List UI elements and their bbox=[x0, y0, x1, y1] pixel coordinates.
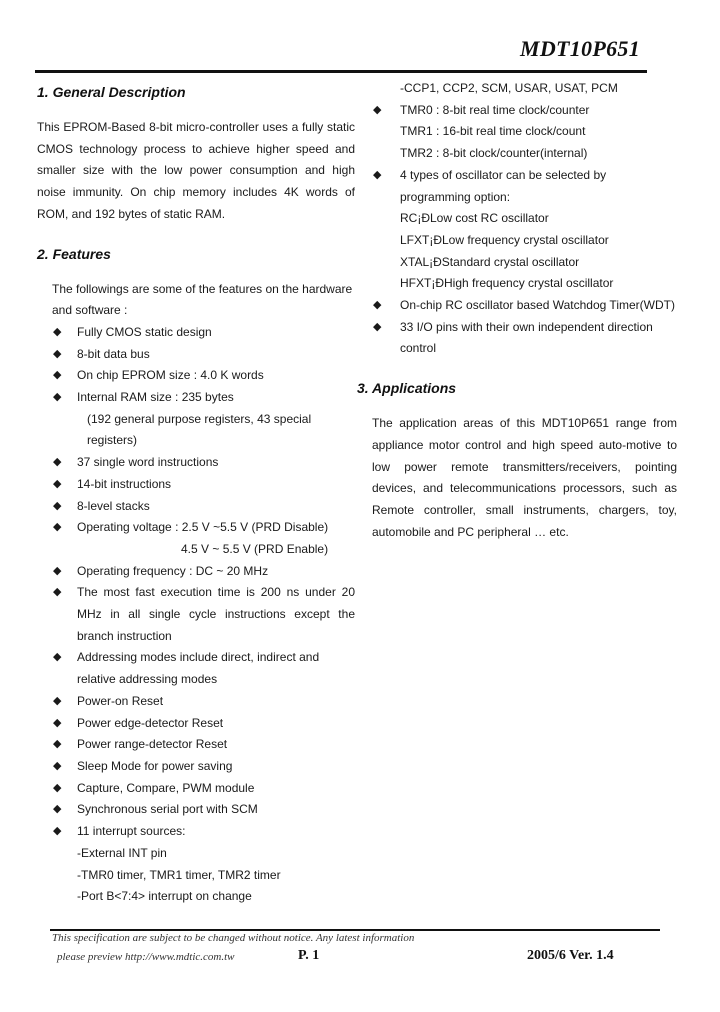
irq-source: -Port B<7:4> interrupt on change bbox=[77, 889, 252, 904]
list-item: ◆ 14-bit instructions bbox=[37, 474, 355, 496]
diamond-bullet-icon: ◆ bbox=[373, 299, 382, 312]
diamond-bullet-icon: ◆ bbox=[53, 477, 62, 490]
features-list-continued bbox=[357, 100, 677, 360]
right-column bbox=[357, 78, 677, 543]
document-title: MDT10P651 bbox=[519, 36, 640, 61]
timer-line: TMR2 : 8-bit clock/counter(internal) bbox=[400, 146, 588, 161]
diamond-bullet-icon: ◆ bbox=[53, 825, 62, 838]
diamond-bullet-icon: ◆ bbox=[53, 456, 62, 469]
general-description-text: This EPROM-Based 8-bit micro-controller uses a fully static CMOS technology process to achieve higher speed and smaller size with the low power consumption and high noise immunity. On chip memory includes 4K words of ROM, and 192 bytes of static RAM. bbox=[37, 120, 355, 221]
applications-text: The application areas of this MDT10P651 range from appliance motor control and high speed auto-motive to low power remote transmitters/receivers, pointing devices, and telecommunications processors, such as Remote controller, small instruments, chargers, toy, automobile and PC peripheral … etc. bbox=[372, 416, 677, 539]
list-item: ◆ Power edge-detector Reset bbox=[37, 713, 355, 735]
list-item: ◆ 33 I/O pins with their own independent direction control bbox=[357, 317, 677, 360]
diamond-bullet-icon: ◆ bbox=[53, 716, 62, 729]
irq-source: -External INT pin bbox=[77, 845, 167, 860]
list-item: ◆ Operating voltage : 2.5 V ~5.5 V (PRD Disable) 4.5 V ~ 5.5 V (PRD Enable) bbox=[37, 517, 355, 560]
list-item: ◆ Power range-detector Reset bbox=[37, 734, 355, 756]
diamond-bullet-icon: ◆ bbox=[373, 168, 382, 181]
diamond-bullet-icon: ◆ bbox=[373, 320, 382, 333]
diamond-bullet-icon: ◆ bbox=[53, 738, 62, 751]
list-item: ◆ Sleep Mode for power saving bbox=[37, 756, 355, 778]
footer-rule bbox=[50, 929, 660, 931]
list-item: ◆ The most fast execution time is 200 ns under 20 MHz in all single cycle instructions except the branch instruction bbox=[37, 582, 355, 647]
list-item: ◆ 37 single word instructions bbox=[37, 452, 355, 474]
irq-source: -CCP1, CCP2, SCM, USAR, USAT, PCM bbox=[400, 81, 618, 95]
list-item: ◆ Capture, Compare, PWM module bbox=[37, 778, 355, 800]
oscillator-option: XTAL¡ÐStandard crystal oscillator bbox=[400, 254, 580, 269]
section-heading-applications: 3. Applications bbox=[357, 380, 457, 397]
list-item: ◆ On-chip RC oscillator based Watchdog Timer(WDT) bbox=[357, 295, 677, 317]
list-item: ◆ 8-level stacks bbox=[37, 496, 355, 518]
features-intro: The followings are some of the features on the hardware and software : bbox=[52, 281, 353, 318]
list-item: ◆ On chip EPROM size : 4.0 K words bbox=[37, 365, 355, 387]
list-item: ◆ Addressing modes include direct, indirect and relative addressing modes bbox=[37, 647, 355, 690]
diamond-bullet-icon: ◆ bbox=[53, 564, 62, 577]
list-item: ◆ TMR0 : 8-bit real time clock/counter TMR1 : 16-bit real time clock/count TMR2 : 8-bit clock/counter(internal) bbox=[357, 100, 677, 165]
list-item: ◆ Synchronous serial port with SCM bbox=[37, 799, 355, 821]
section-heading-general: 1. General Description bbox=[37, 84, 186, 100]
version-label: 2005/6 Ver. 1.4 bbox=[527, 948, 614, 963]
diamond-bullet-icon: ◆ bbox=[373, 103, 382, 116]
oscillator-option: RC¡ÐLow cost RC oscillator bbox=[400, 211, 549, 226]
page-number: P. 1 bbox=[298, 948, 320, 963]
left-column bbox=[37, 78, 355, 908]
footer-notice: This specification are subject to be changed without notice. Any latest information bbox=[52, 932, 415, 944]
diamond-bullet-icon: ◆ bbox=[53, 586, 62, 599]
footer-url: please preview http://www.mdtic.com.tw bbox=[57, 951, 235, 963]
diamond-bullet-icon: ◆ bbox=[53, 391, 62, 404]
diamond-bullet-icon: ◆ bbox=[53, 369, 62, 382]
diamond-bullet-icon: ◆ bbox=[53, 781, 62, 794]
voltage-subnote: 4.5 V ~ 5.5 V (PRD Enable) bbox=[181, 541, 329, 556]
list-item: ◆ 4 types of oscillator can be selected by programming option: RC¡ÐLow cost RC oscillator LFXT¡ÐLow frequency crystal oscillator XTAL¡ÐStandard crystal oscillator HFXT¡ÐHigh frequency crystal oscillator bbox=[357, 165, 677, 295]
list-item: ◆ Operating frequency : DC ~ 20 MHz bbox=[37, 561, 355, 583]
diamond-bullet-icon: ◆ bbox=[53, 803, 62, 816]
list-item: ◆ 8-bit data bus bbox=[37, 344, 355, 366]
oscillator-option: LFXT¡ÐLow frequency crystal oscillator bbox=[400, 232, 609, 247]
diamond-bullet-icon: ◆ bbox=[53, 325, 62, 338]
diamond-bullet-icon: ◆ bbox=[53, 499, 62, 512]
diamond-bullet-icon: ◆ bbox=[53, 759, 62, 772]
header-rule bbox=[35, 70, 647, 73]
list-item: ◆ 11 interrupt sources: -External INT pin -TMR0 timer, TMR1 timer, TMR2 timer -Port B<7:4> interrupt on change bbox=[37, 821, 355, 908]
features-list bbox=[37, 322, 355, 908]
diamond-bullet-icon: ◆ bbox=[53, 694, 62, 707]
diamond-bullet-icon: ◆ bbox=[53, 521, 62, 534]
diamond-bullet-icon: ◆ bbox=[53, 347, 62, 360]
ram-subnote: (192 general purpose registers, 43 special registers) bbox=[87, 411, 312, 448]
section-heading-features: 2. Features bbox=[37, 245, 111, 262]
list-item: ◆ Power-on Reset bbox=[37, 691, 355, 713]
oscillator-option: HFXT¡ÐHigh frequency crystal oscillator bbox=[400, 276, 614, 291]
irq-source: -TMR0 timer, TMR1 timer, TMR2 timer bbox=[77, 867, 281, 882]
list-item: ◆ Internal RAM size : 235 bytes (192 general purpose registers, 43 special registers) bbox=[37, 387, 355, 452]
timer-line: TMR1 : 16-bit real time clock/count bbox=[400, 124, 586, 139]
diamond-bullet-icon: ◆ bbox=[53, 651, 62, 664]
list-item: ◆ Fully CMOS static design bbox=[37, 322, 355, 344]
